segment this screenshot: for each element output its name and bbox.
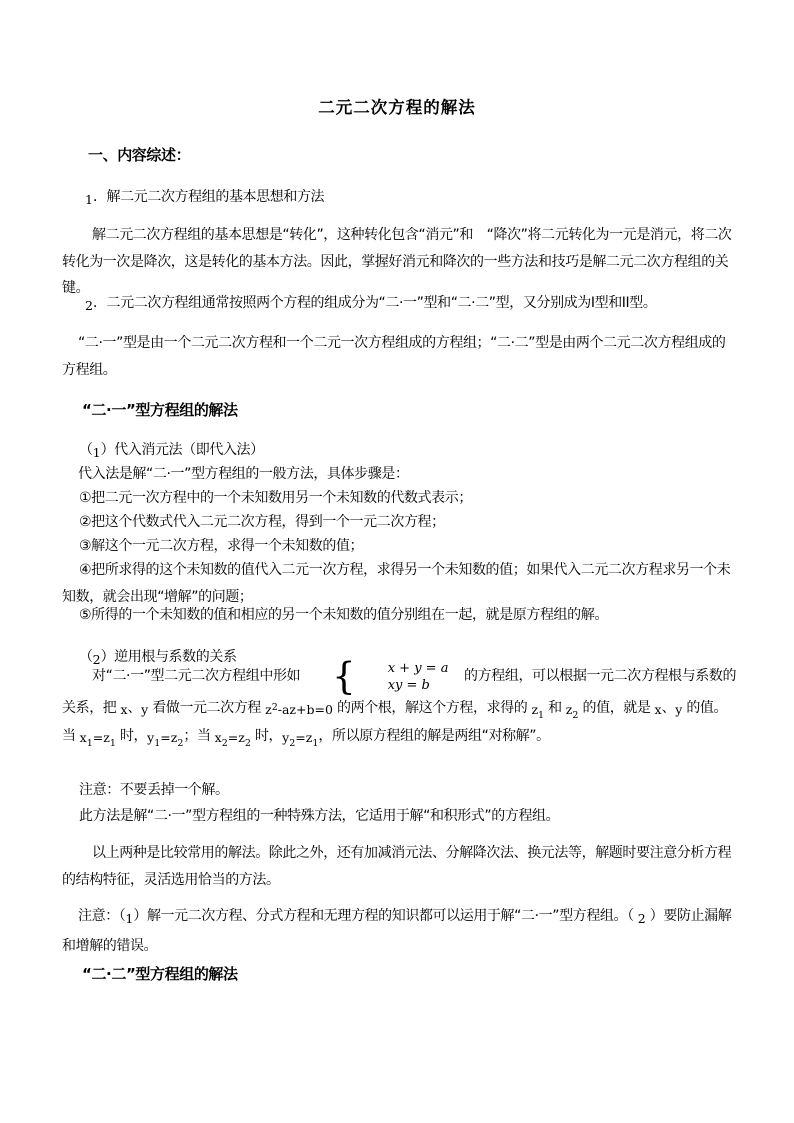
method-1-intro: 代入法是解“二·一”型方程组的一般方法，具体步骤是： xyxy=(78,466,409,482)
note-line-1b: 此方法是解“二·一”型方程组的一种特殊方法，它适用于解“和积形式”的方程组。 xyxy=(79,808,560,824)
step-item-2: ②把这个代数式代入二元二次方程，得到一个一元二次方程； xyxy=(79,514,445,530)
paragraph-other-methods: 以上两种是比较常用的解法。除此之外，还有加减消元法、分解降次法、换元法等，解题时要注意分析方程的结构特征，灵活选用恰当的方法。 xyxy=(62,845,732,888)
equation-numeral: 2 xyxy=(85,298,93,313)
equation-lines xyxy=(358,660,449,694)
equation-numeral: 2 xyxy=(637,911,646,926)
paragraph-basic-idea: 解二元二次方程组的基本思想是“转化”，这种转化包含“消元”和 “降次”将二元转化为一元是消元，将二次转化为一次是降次，这是转化的基本方法。因此，掌握好消元和降次的一些方法和技巧是解二元二次方程组的关键。 xyxy=(62,227,732,296)
math-token: y xyxy=(141,702,149,717)
paragraph-type-definitions: “二·一”型是由一个二元二次方程和一个二元一次方程组成的方程组；“二·二”型是由两个二元二次方程组成的方程组。 xyxy=(62,335,726,378)
math-token: $y_2=z_1$ xyxy=(282,730,319,749)
doc-title: 二元二次方程的解法 xyxy=(318,98,476,117)
heading-two-one-method: “二·一”型方程组的解法 xyxy=(82,401,238,419)
method-1-title: （1）代入消元法（即代入法） xyxy=(79,442,264,460)
equation-line: x + y = a xyxy=(387,661,449,676)
step-item-1: ①把二元一次方程中的一个未知数用另一个未知数的代数式表示； xyxy=(79,490,472,506)
math-token: $y_1=z_2$ xyxy=(147,730,184,749)
equation-numeral: 2 xyxy=(92,652,101,667)
paragraph-vieta: 对“二·一”型二元二次方程组中形如 { x + y = a xy = b 的方程组，可以根据一元二次方程根与系数的关系，把 x、y 看做一元二次方程 $z^2-az+b=0$ 的两个根，解这个方程，求得的 $z_1$ 和 $z_2$ 的值，就是 x、y 的值。当 $x_1=z_1$ 时，$y_1=z_2$；当 $x_2=z_2$ 时，$y_2=z_1$，所以原方程组的解是两组“对称解”。 xyxy=(62,655,737,749)
note-line-2: 注意：（1）解一元二次方程、分式方程和无理方程的知识都可以运用于解“二·一”型方程组。（ 2 ）要防止漏解和增解的错误。 xyxy=(62,908,732,954)
math-token: $x_2=z_2$ xyxy=(214,730,251,749)
left-brace-icon: { xyxy=(332,655,356,698)
equation-numeral: 1 xyxy=(85,192,93,207)
equation-numeral: 1 xyxy=(125,911,134,926)
list-item-2: 2．二元二次方程组通常按照两个方程的组成分为“二·一”型和“二·二”型，又分别成为I型和II型。 xyxy=(85,295,657,313)
math-token: y xyxy=(675,702,683,717)
method-2-title: （2）逆用根与系数的关系 xyxy=(79,649,237,667)
equation-numeral: 1 xyxy=(92,445,101,460)
equation-line: xy = b xyxy=(387,678,430,693)
math-token: $z^2-az+b=0$ xyxy=(265,702,333,717)
step-item-5: ⑤所得的一个未知数的值和相应的另一个未知数的值分别组在一起，就是原方程组的解。 xyxy=(79,607,608,623)
math-token: x xyxy=(120,702,128,717)
step-item-4: ④把所求得的这个未知数的值代入二元一次方程，求得另一个未知数的值；如果代入二元二次方程求另一个未知数，就会出现“增解”的问题； xyxy=(62,562,731,605)
list-item-1: 1．解二元二次方程组的基本思想和方法 xyxy=(85,189,325,207)
math-token: x xyxy=(654,702,662,717)
section-overview-heading: 一、内容综述： xyxy=(88,146,191,164)
heading-two-two-method: “二·二”型方程组的解法 xyxy=(82,965,238,983)
math-token: $z_2$ xyxy=(565,702,579,721)
equation-system xyxy=(302,655,449,698)
note-line-1: 注意：不要丢掉一个解。 xyxy=(79,782,229,798)
math-token: $x_1=z_1$ xyxy=(79,730,116,749)
step-item-3: ③解这个一元二次方程，求得一个未知数的值； xyxy=(79,538,364,554)
math-token: $z_1$ xyxy=(531,702,545,721)
